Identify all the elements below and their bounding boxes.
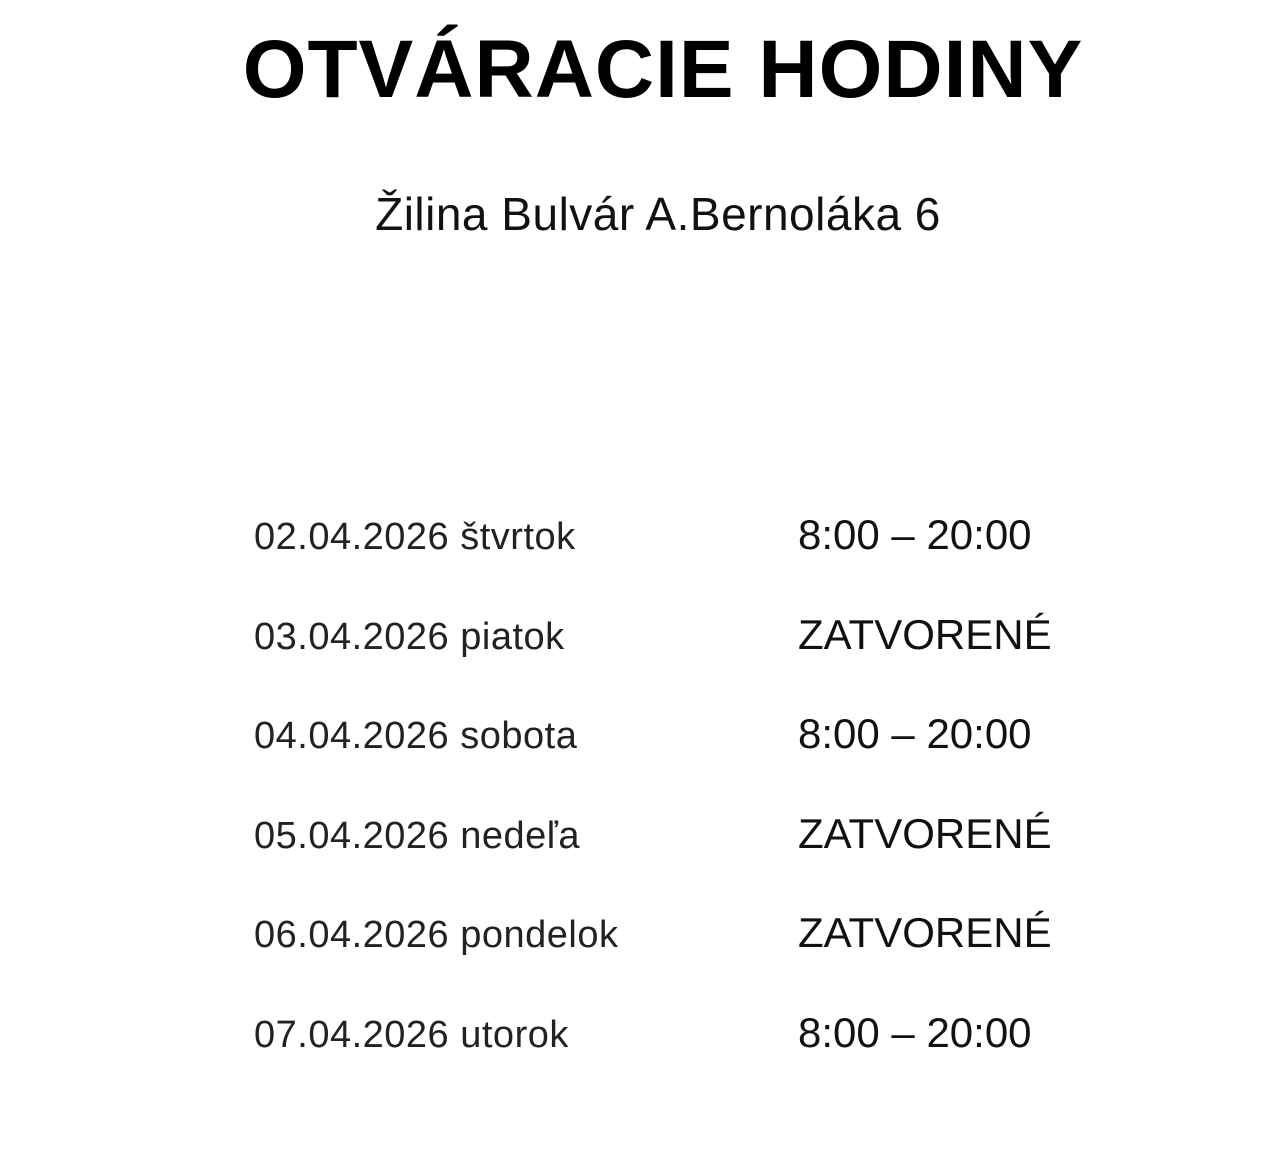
- schedule-row: [254, 610, 1114, 710]
- schedule-date: 05.04.2026 nedeľa: [254, 814, 580, 857]
- schedule-hours: ZATVORENÉ: [798, 610, 1052, 658]
- schedule-date: 07.04.2026 utorok: [254, 1013, 569, 1056]
- schedule-hours: 8:00 – 20:00: [798, 511, 1032, 558]
- schedule-hours: ZATVORENÉ: [798, 809, 1052, 857]
- schedule-date: 02.04.2026 štvrtok: [254, 516, 576, 558]
- schedule-row: [254, 709, 1114, 809]
- opening-hours-list: [254, 510, 1114, 1107]
- schedule-row: [254, 510, 1114, 610]
- schedule-hours: 8:00 – 20:00: [798, 1008, 1032, 1056]
- schedule-row: [254, 809, 1114, 909]
- schedule-date: 03.04.2026 piatok: [254, 615, 565, 658]
- schedule-date: 04.04.2026 sobota: [254, 715, 578, 757]
- page-title: OTVÁRACIE HODINY: [242, 24, 1084, 115]
- store-location: Žilina Bulvár A.Bernoláka 6: [375, 188, 941, 240]
- schedule-row: [254, 908, 1114, 1008]
- schedule-hours: 8:00 – 20:00: [798, 710, 1032, 757]
- schedule-row: [254, 1008, 1114, 1108]
- schedule-hours: ZATVORENÉ: [798, 909, 1052, 956]
- schedule-date: 06.04.2026 pondelok: [254, 914, 619, 956]
